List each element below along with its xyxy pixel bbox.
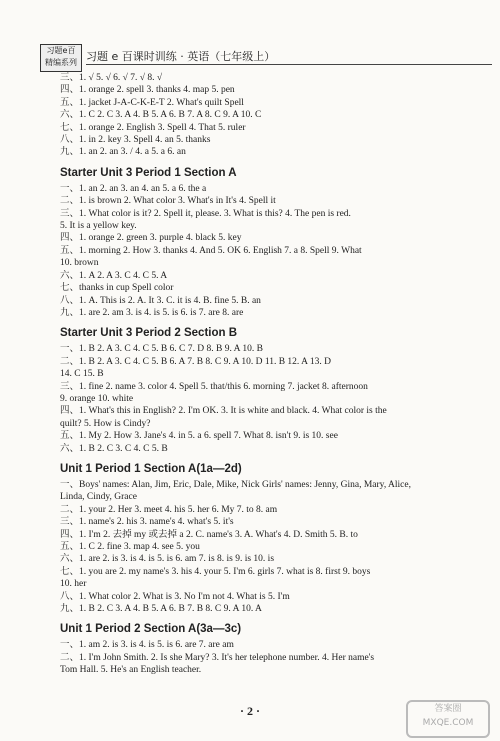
answer-line: 八、1. A. This is 2. A. It 3. C. it is 4. B. fine 5. B. an bbox=[60, 295, 261, 306]
answer-line: 三、1. What color is it? 2. Spell it, please. 3. What is this? 4. The pen is red. bbox=[60, 208, 351, 219]
page-number: · 2 · bbox=[239, 704, 260, 718]
answer-line: 一、1. B 2. A 3. C 4. C 5. B 6. C 7. D 8. B 9. A 10. B bbox=[60, 344, 263, 355]
answer-line: 三、1. name's 2. his 3. name's 4. what's 5. it's bbox=[60, 517, 234, 528]
answer-line: 四、1. orange 2. spell 3. thanks 4. map 5. pen bbox=[60, 85, 235, 96]
answer-line: 二、1. is brown 2. What color 3. What's in It's 4. Spell it bbox=[60, 196, 276, 207]
answer-line: 四、1. I'm 2. 去掉 my 或去掉 a 2. C. name's 3. A. What's 4. D. Smith 5. B. to bbox=[60, 529, 358, 540]
intro-answers bbox=[60, 72, 492, 159]
answer-line: 八、1. in 2. key 3. Spell 4. an 5. thanks bbox=[60, 135, 211, 146]
answer-line: 六、1. are 2. is 3. is 4. is 5. is 6. am 7. is 8. is 9. is 10. is bbox=[60, 554, 275, 565]
answer-line: 六、1. B 2. C 3. C 4. C 5. B bbox=[60, 443, 168, 454]
answer-line: 二、1. B 2. A 3. C 4. C 5. B 6. A 7. B 8. C 9. A 10. D 11. B 12. A 13. D bbox=[60, 356, 331, 367]
answer-line: 五、1. C 2. fine 3. map 4. see 5. you bbox=[60, 542, 200, 552]
answer-line: quilt? 5. How is Cindy? bbox=[60, 418, 151, 429]
answer-line: 5. It is a yellow key. bbox=[60, 221, 137, 232]
watermark-logo bbox=[406, 700, 490, 738]
answer-line: 六、1. C 2. C 3. A 4. B 5. A 6. B 7. A 8. C 9. A 10. C bbox=[60, 110, 262, 121]
answer-line: 六、1. A 2. A 3. C 4. C 5. A bbox=[60, 270, 168, 281]
answer-line: 五、1. morning 2. How 3. thanks 4. And 5. OK 6. English 7. a 8. Spell 9. What bbox=[60, 245, 362, 256]
answer-line: 八、1. What color 2. What is 3. No I'm not 4. What is 5. I'm bbox=[60, 591, 290, 602]
header-rule bbox=[86, 64, 492, 65]
section-block bbox=[60, 621, 492, 676]
answer-line: 10. brown bbox=[60, 258, 99, 269]
answer-line: 五、1. My 2. How 3. Jane's 4. in 5. a 6. spell 7. What 8. isn't 9. is 10. see bbox=[60, 431, 338, 442]
answer-line: 一、1. an 2. an 3. an 4. an 5. a 6. the a bbox=[60, 183, 207, 194]
answer-line: 一、1. am 2. is 3. is 4. is 5. is 6. are 7. are am bbox=[60, 640, 234, 651]
book-title: 习题 e 百课时训练 · 英语（七年级上） bbox=[86, 50, 276, 63]
answer-line: 四、1. What's this in English? 2. I'm OK. 3. It is white and black. 4. What color is the bbox=[60, 406, 387, 417]
section-heading: Starter Unit 3 Period 2 Section B bbox=[60, 327, 238, 340]
answer-line: 九、1. are 2. am 3. is 4. is 5. is 6. is 7. are 8. are bbox=[60, 307, 244, 318]
answer-line: 七、thanks in cup Spell color bbox=[60, 283, 174, 294]
answer-line: 七、1. orange 2. English 3. Spell 4. That 5. ruler bbox=[60, 122, 246, 133]
answer-sections bbox=[60, 165, 492, 677]
answer-content bbox=[60, 72, 492, 677]
logo-line-2: 精编系列 bbox=[45, 58, 77, 67]
answer-line: 四、1. orange 2. green 3. purple 4. black 5. key bbox=[60, 233, 242, 244]
answer-line: 七、1. you are 2. my name's 3. his 4. your 5. I'm 6. girls 7. what is 8. first 9. boys bbox=[60, 566, 371, 577]
answer-line: 14. C 15. B bbox=[60, 369, 104, 380]
answer-line: 九、1. B 2. C 3. A 4. B 5. A 6. B 7. B 8. C 9. A 10. A bbox=[60, 604, 262, 615]
answer-line: 三、1. fine 2. name 3. color 4. Spell 5. that/this 6. morning 7. jacket 8. afternoon bbox=[60, 381, 368, 392]
page-header bbox=[40, 44, 492, 66]
logo-line-1: 习题e百 bbox=[46, 46, 76, 55]
section-heading: Unit 1 Period 2 Section A(3a—3c) bbox=[60, 623, 242, 636]
answer-line: Tom Hall. 5. He's an English teacher. bbox=[60, 665, 202, 676]
answer-line: 九、1. an 2. an 3. / 4. a 5. a 6. an bbox=[60, 147, 186, 158]
section-heading: Unit 1 Period 1 Section A(1a—2d) bbox=[60, 462, 242, 475]
answer-line: 五、1. jacket J-A-C-K-E-T 2. What's quilt Spell bbox=[60, 97, 244, 108]
answer-line: 二、1. I'm John Smith. 2. Is she Mary? 3. It's her telephone number. 4. Her name's bbox=[60, 652, 375, 663]
answer-line: 10. her bbox=[60, 579, 87, 590]
section-heading: Starter Unit 3 Period 1 Section A bbox=[60, 166, 237, 179]
answer-line: 9. orange 10. white bbox=[60, 393, 134, 404]
series-logo bbox=[40, 44, 82, 72]
answer-line: 三、1. √ 5. √ 6. √ 7. √ 8. √ bbox=[60, 73, 163, 83]
watermark-line-2: MXQE.COM bbox=[422, 718, 474, 728]
watermark-line-1: 答案圈 bbox=[434, 704, 462, 714]
answer-line: 一、Boys' names: Alan, Jim, Eric, Dale, Mike, Nick Girls' names: Jenny, Gina, Mary, Alice, bbox=[60, 479, 411, 490]
answer-line: Linda, Cindy, Grace bbox=[60, 492, 137, 503]
answer-line: 二、1. your 2. Her 3. meet 4. his 5. her 6. My 7. to 8. am bbox=[60, 504, 278, 515]
section-block bbox=[60, 325, 492, 455]
section-block bbox=[60, 165, 492, 319]
section-block bbox=[60, 461, 492, 615]
